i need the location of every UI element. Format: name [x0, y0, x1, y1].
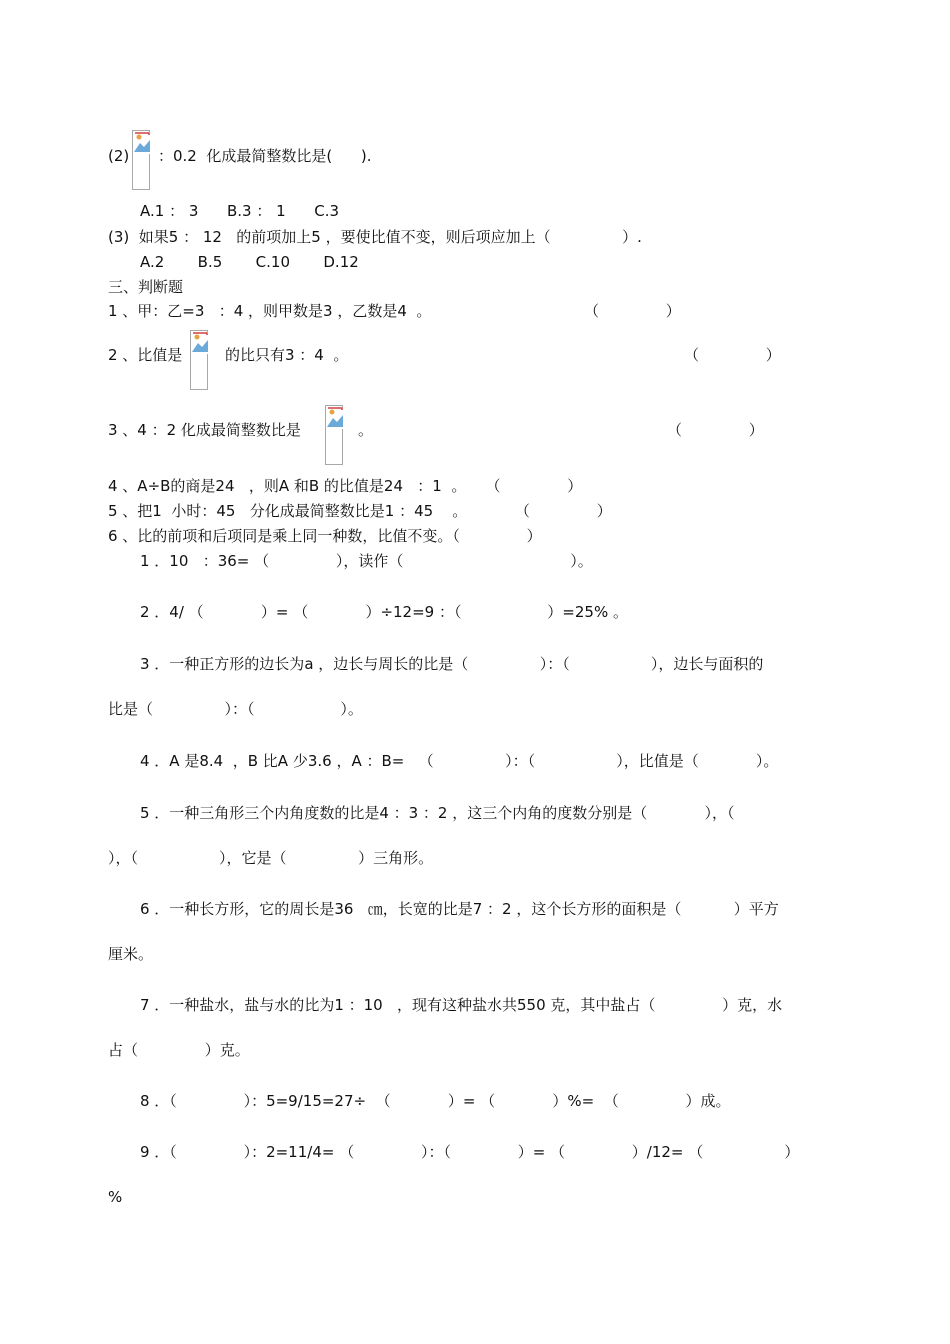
fraction-image-icon: [190, 330, 208, 390]
fraction-image-icon: [325, 405, 343, 465]
fill-item-4: 4 ．A 是8.4 ，B 比A 少3.6 ，A ：B= （ ）：（ ），比值是（ ）。: [140, 752, 779, 770]
q3-text: (3) 如果5 ： 12 的前项加上5 ，要使比值不变，则后项应加上（ ）.: [108, 228, 642, 246]
judge-item-2-pre: 2 、比值是: [108, 346, 183, 364]
fill-item-8: 8 ．（ ）：5=9/15=27÷ （ ）= （ ）%= （ ）成。: [140, 1092, 731, 1110]
fill-item-7: 7 ．一种盐水，盐与水的比为1 ：10 ，现有这种盐水共550 克，其中盐占（ ）克，水: [140, 996, 783, 1014]
judge-item-1: 1 、甲：乙=3 ：4 ，则甲数是3 ，乙数是4 。: [108, 302, 432, 320]
judge-item-3-pre: 3 、4 ：2 化成最简整数比是: [108, 421, 301, 439]
q3-options: A.2 B.5 C.10 D.12: [140, 253, 359, 271]
judge-item-6: 6 、比的前项和后项同是乘上同一种数，比值不变。（ ）: [108, 527, 542, 545]
fill-item-3-cont: 比是（ ）：（ ）。: [108, 700, 363, 718]
fill-item-1: 1 ．10 ：36= （ ），读作（ ）。: [140, 552, 593, 570]
fill-item-3: 3 ．一种正方形的边长为a ，边长与周长的比是（ ）：（ ），边长与面积的: [140, 655, 764, 673]
judge-item-5: 5 、把1 小时：45 分化成最简整数比是1 ：45 。 （ ）: [108, 502, 612, 520]
q2-text: ：0.2 化成最简整数比是( ).: [158, 147, 372, 165]
fill-item-9-cont: %: [108, 1188, 123, 1206]
q2-options: A.1 ： 3 B.3 ： 1 C.3: [140, 202, 340, 220]
fill-item-5-cont: ），（ ），它是（ ）三角形。: [108, 849, 434, 867]
judge-item-1-bracket: （ ）: [584, 302, 681, 320]
judge-item-2-post: 的比只有3 ：4 。: [225, 346, 349, 364]
q2-prefix: (2): [108, 147, 130, 165]
fill-item-7-cont: 占（ ）克。: [108, 1041, 250, 1059]
judge-item-4: 4 、A÷B的商是24 ，则A 和B 的比值是24 ：1 。 （ ）: [108, 477, 583, 495]
fill-item-9: 9 ．（ ）：2=11/4= （ ）：（ ）= （ ）/12= （ ）: [140, 1143, 800, 1161]
fill-item-2: 2 ．4/ （ ）= （ ）÷12=9 ：（ ）=25% 。: [140, 603, 628, 621]
fill-item-5: 5 ．一种三角形三个内角度数的比是4 ：3 ：2 ，这三个内角的度数分别是（ ），（: [140, 804, 735, 822]
section-three-title: 三、判断题: [108, 278, 184, 296]
judge-item-3-bracket: （ ）: [667, 421, 764, 439]
fill-item-6-cont: 厘米。: [108, 945, 154, 963]
judge-item-2-bracket: （ ）: [684, 346, 781, 364]
fraction-image-icon: [132, 130, 150, 190]
judge-item-3-post: 。: [358, 421, 374, 439]
fill-item-6: 6 ．一种长方形，它的周长是36 ㎝，长宽的比是7 ：2 ，这个长方形的面积是（ ）平方: [140, 900, 779, 918]
